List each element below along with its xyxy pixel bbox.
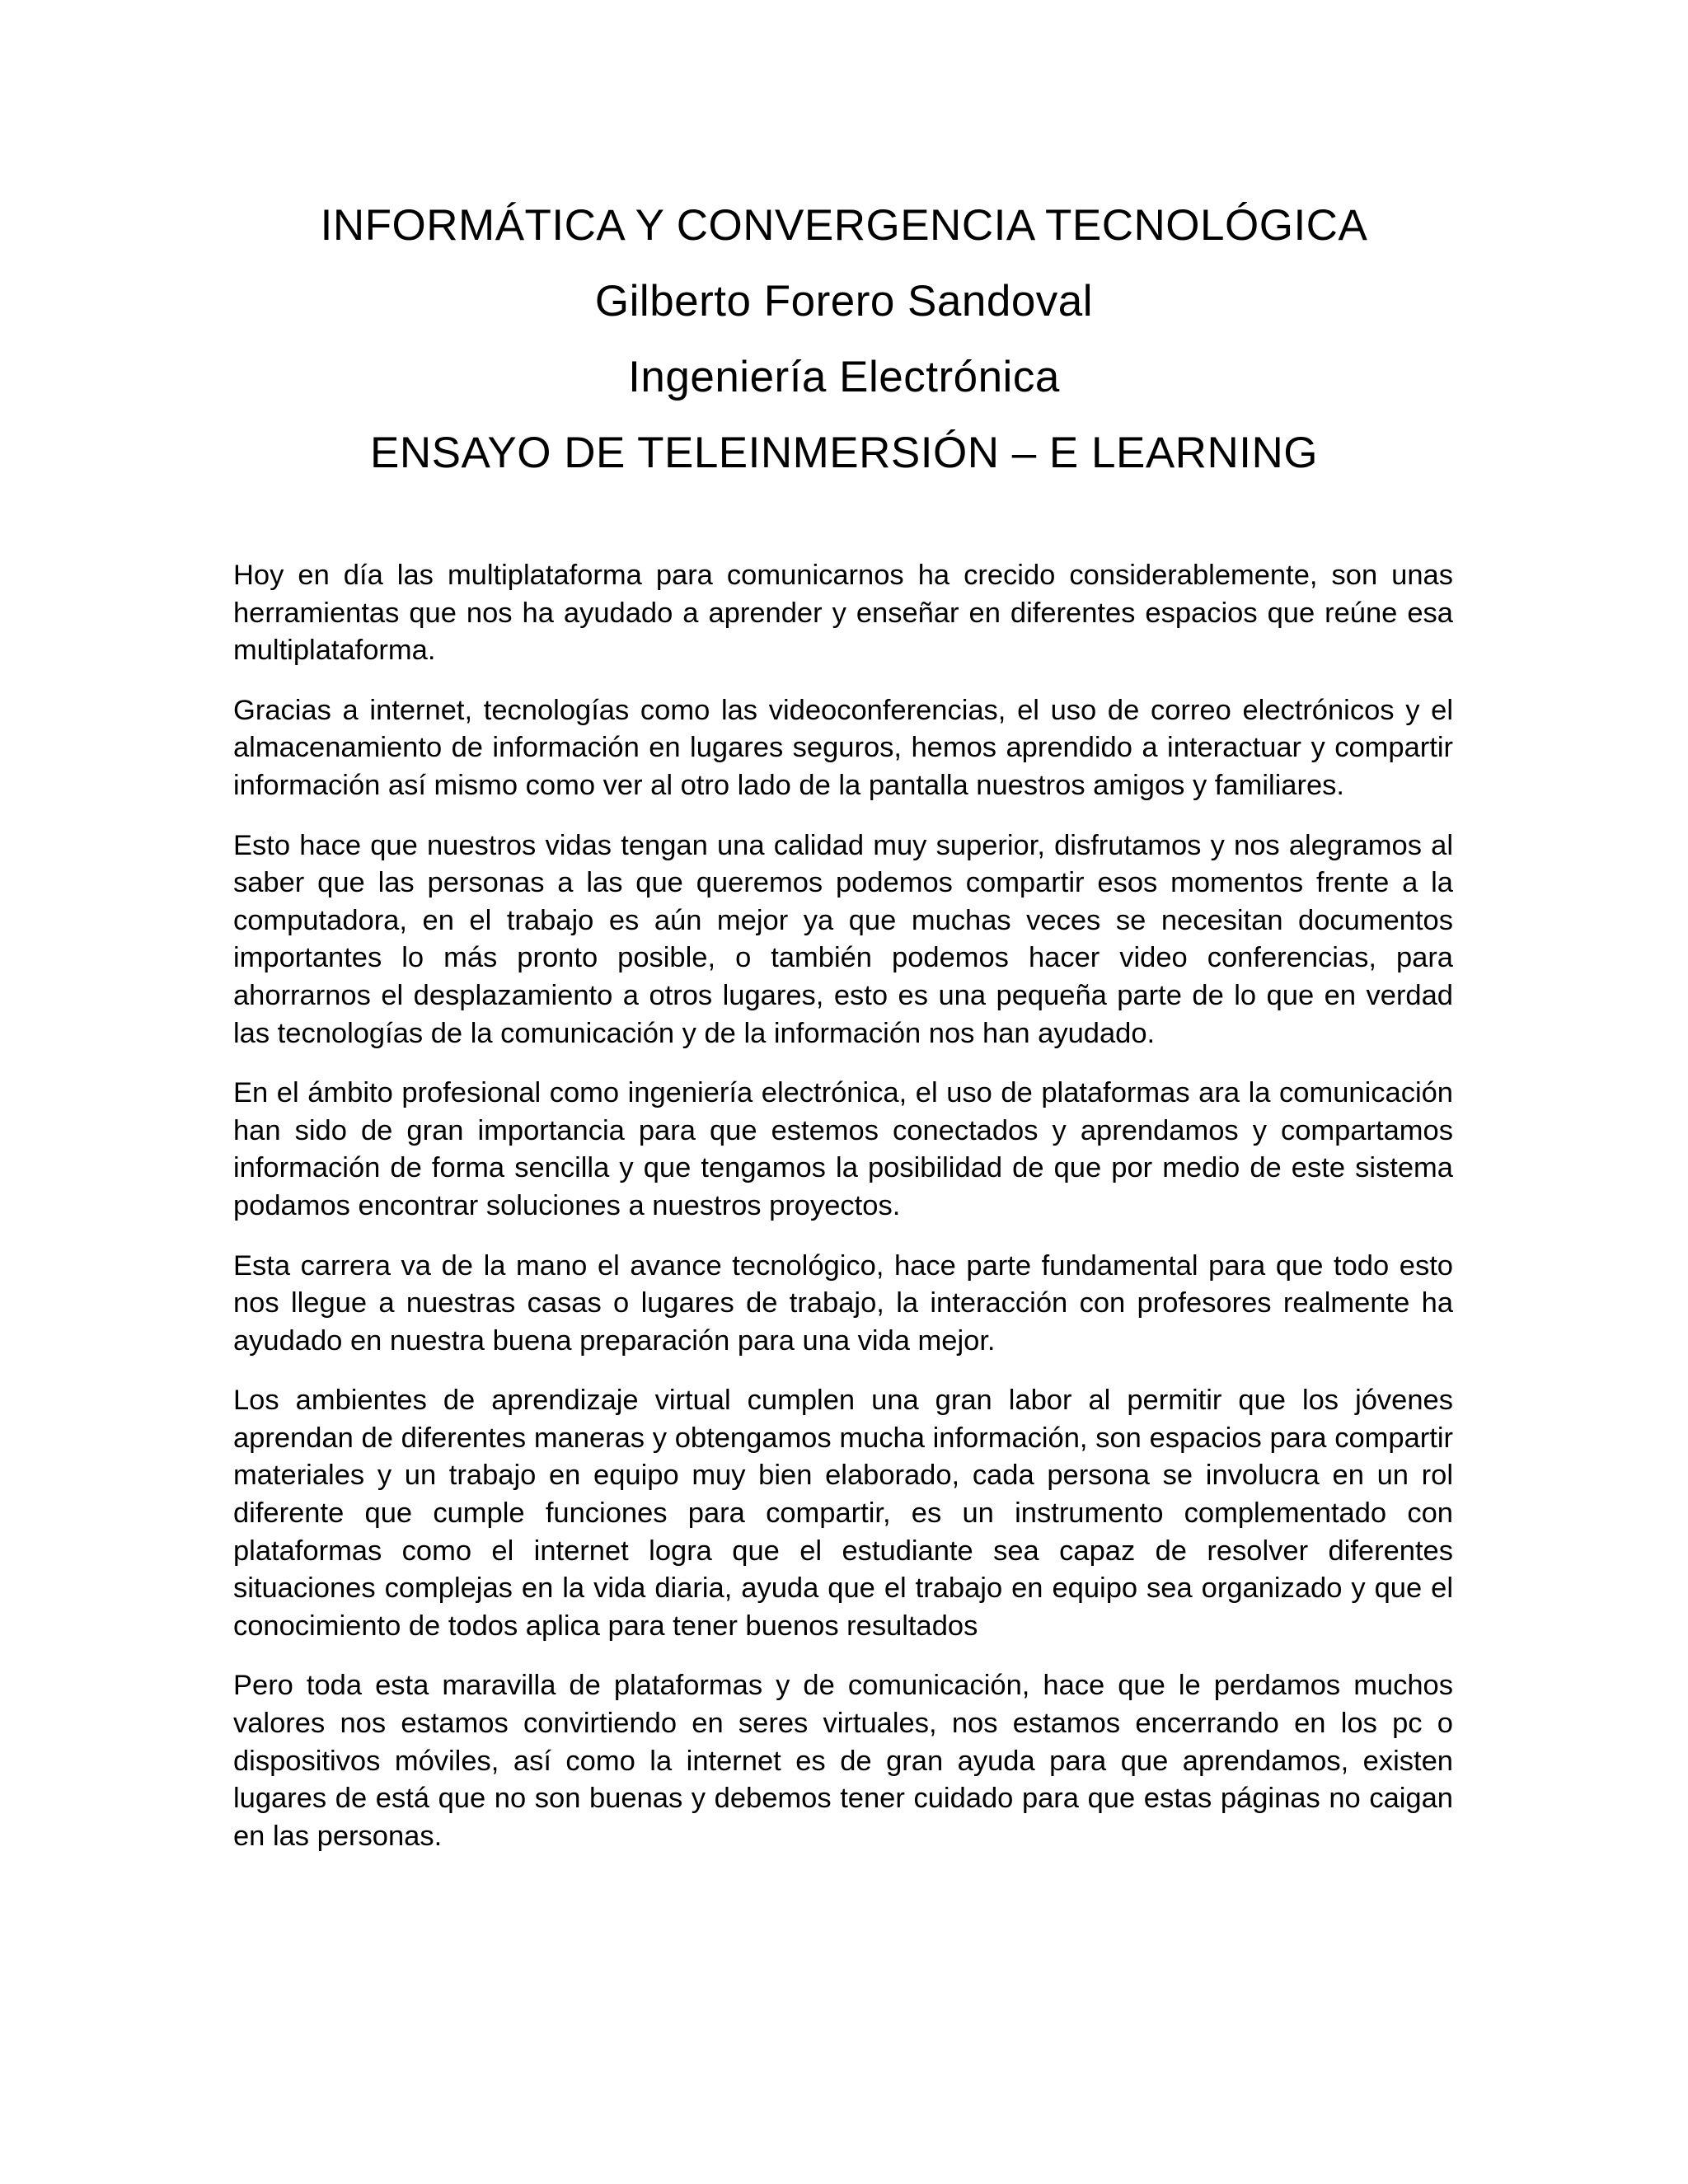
paragraph-2: Gracias a internet, tecnologías como las videoconferencias, el uso de correo electrónicos y el almacenamiento de información en lugares seguros, hemos aprendido a interactuar y compartir información así mismo como ver al otro lado de la pantalla nuestros amigos y familiares. (233, 694, 1453, 801)
document-title: INFORMÁTICA Y CONVERGENCIA TECNOLÓGICA (320, 201, 1368, 250)
paragraph-6: Los ambientes de aprendizaje virtual cumplen una gran labor al permitir que los jóvenes aprendan de diferentes maneras y obtengamos mucha información, son espacios para compartir materiales y un trabajo en equipo muy bien elaborado, cada persona se involucra en un rol diferente que cumple funciones para compartir, es un instrumento complementado con plataformas como el internet logra que el estudiante sea capaz de resolver diferentes situaciones complejas en la vida diaria, ayuda que el trabajo en equipo sea organizado y que el conocimiento de todos aplica para tener buenos resultados (233, 1385, 1453, 1642)
essay-title: ENSAYO DE TELEINMERSIÓN – E LEARNING (370, 429, 1318, 477)
program-name: Ingeniería Electrónica (628, 353, 1060, 401)
paragraph-4: En el ámbito profesional como ingeniería electrónica, el uso de plataformas ara la comunicación han sido de gran importancia para que estemos conectados y aprendamos y compartamos información de forma sencilla y que tengamos la posibilidad de que por medio de este sistema podamos encontrar soluciones a nuestros proyectos. (233, 1077, 1453, 1221)
document-body (233, 557, 1453, 1877)
paragraph-1: Hoy en día las multiplataforma para comunicarnos ha crecido considerablemente, son unas herramientas que nos ha ayudado a aprender y enseñar en diferentes espacios que reúne esa multiplataforma. (233, 560, 1453, 667)
paragraph-5: Esta carrera va de la mano el avance tecnológico, hace parte fundamental para que todo esto nos llegue a nuestras casas o lugares de trabajo, la interacción con profesores realmente ha ayudado en nuestra buena preparación para una vida mejor. (233, 1249, 1453, 1357)
paragraph-3: Esto hace que nuestros vidas tengan una calidad muy superior, disfrutamos y nos alegramos al saber que las personas a las que queremos podemos compartir esos momentos frente a la computadora, en el trabajo es aún mejor ya que muchas veces se necesitan documentos importantes lo más pronto posible, o también podemos hacer video conferencias, para ahorrarnos el desplazamiento a otros lugares, esto es una pequeña parte de lo que en verdad las tecnologías de la comunicación y de la información nos han ayudado. (233, 829, 1453, 1049)
paragraph-7: Pero toda esta maravilla de plataformas y de comunicación, hace que le perdamos muchos valores nos estamos convirtiendo en seres virtuales, nos estamos encerrando en los pc o dispositivos móviles, así como la internet es de gran ayuda para que aprendamos, existen lugares de está que no son buenas y debemos tener cuidado para que estas páginas no caigan en las personas. (233, 1670, 1453, 1852)
author-name: Gilberto Forero Sandoval (594, 277, 1094, 326)
document-header (0, 188, 1688, 491)
